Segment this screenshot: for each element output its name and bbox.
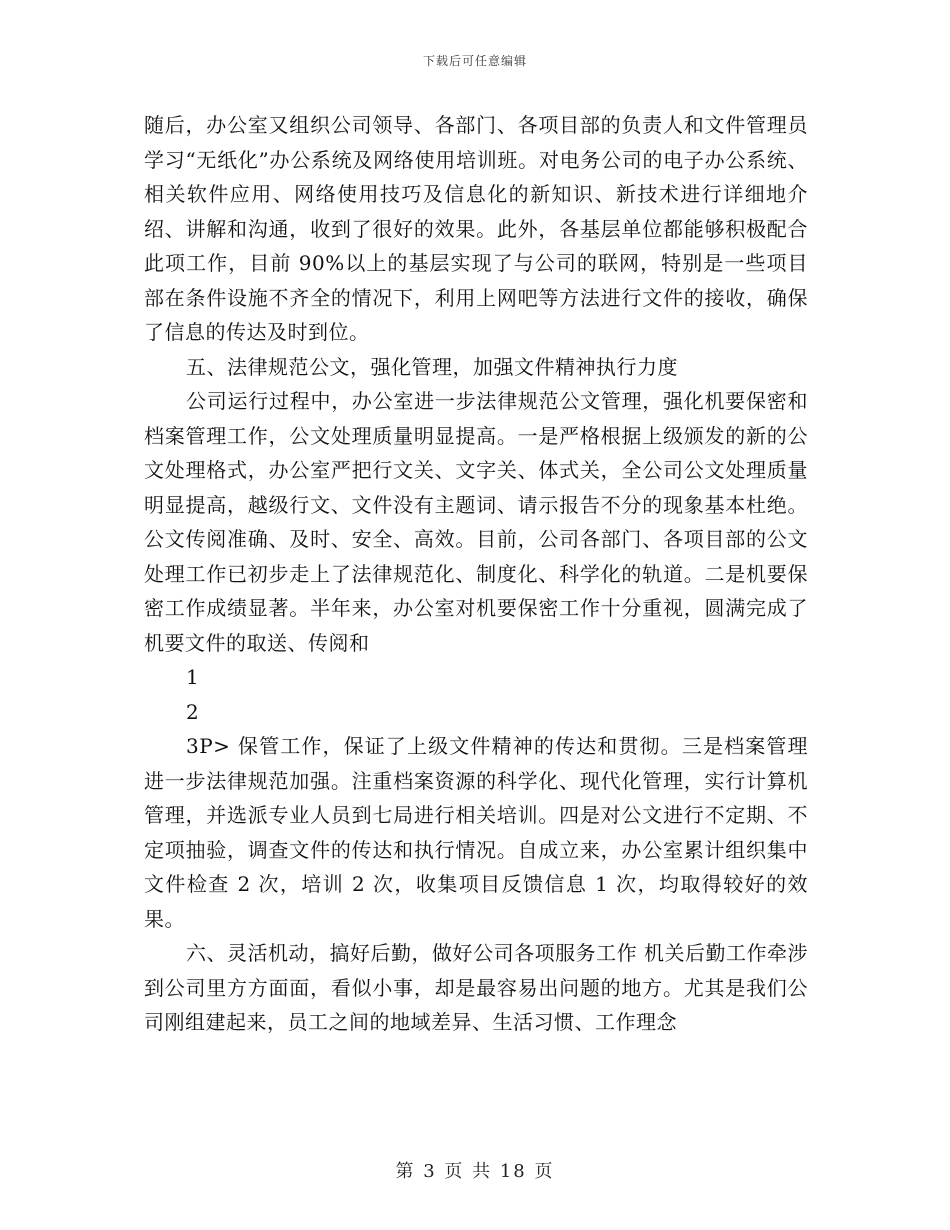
paragraph-paperless-office: 随后，办公室又组织公司领导、各部门、各项目部的负责人和文件管理员学习“无纸化”办公系统及网络使用培训班。对电务公司的电子办公系统、相关软件应用、网络使用技巧及信息化的新知识、新技术进行详细地介绍、讲解和沟通，收到了很好的效果。此外，各基层单位都能够积极配合此项工作，目前 90%以上的基层实现了与公司的联网，特别是一些项目部在条件设施不齐全的情况下，利用上网吧等方法进行文件的接收，确保了信息的传达及时到位。 (144, 113, 808, 344)
page-marker-2: 2 (186, 699, 200, 724)
section-heading-5: 五、法律规范公文，强化管理，加强文件精神执行力度 (186, 354, 678, 379)
page-marker-1: 1 (186, 665, 200, 689)
page-footer: 第 3 页 共 18 页 (395, 1161, 555, 1182)
document-body (144, 108, 808, 1040)
paragraph-archive-management: 3P> 保管工作，保证了上级文件精神的传达和贯彻。三是档案管理进一步法律规范加强。注重档案资源的科学化、现代化管理，实行计算机管理，并选派专业人员到七局进行相关培训。四是对公文进行不定期、不定项抽验，调查文件的传达和执行情况。自成立来，办公室累计组织集中文件检查 2 次，培训 2 次，收集项目反馈信息 1 次，均取得较好的效果。 (144, 734, 808, 931)
paragraph-document-management: 公司运行过程中，办公室进一步法律规范公文管理，强化机要保密和档案管理工作，公文处理质量明显提高。一是严格根据上级颁发的新的公文处理格式，办公室严把行文关、文字关、体式关，全公司公文处理质量明显提高，越级行文、文件没有主题词、请示报告不分的现象基本杜绝。公文传阅准确、及时、安全、高效。目前，公司各部门、各项目部的公文处理工作已初步走上了法律规范化、制度化、科学化的轨道。二是机要保密工作成绩显著。半年来，办公室对机要保密工作十分重视，圆满完成了机要文件的取送、传阅和 (144, 389, 808, 655)
section-heading-6-logistics: 六、灵活机动，搞好后勤，做好公司各项服务工作 机关后勤工作牵涉到公司里方方面面，看似小事，却是最容易出问题的地方。尤其是我们公司刚组建起来，员工之间的地域差异、生活习惯、工作理念 (144, 941, 808, 1034)
page-header: 下载后可任意编辑 (422, 54, 527, 68)
